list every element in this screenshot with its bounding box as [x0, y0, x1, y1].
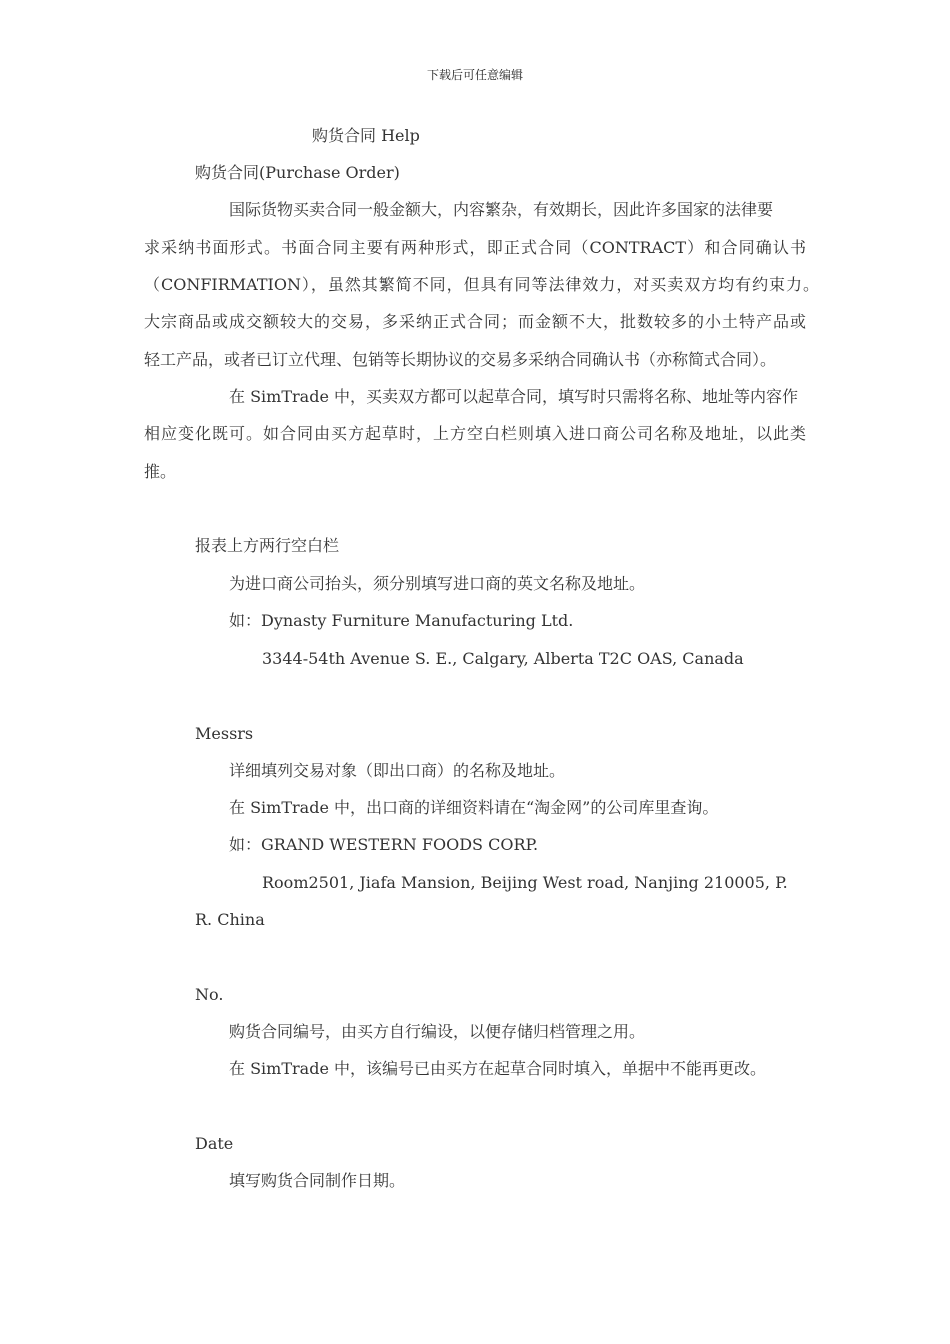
intro-para1-line3: （CONFIRMATION），虽然其繁简不同，但具有同等法律效力，对买卖双方均有约束力。 [144, 275, 819, 294]
messrs-example-address-cont: R. China [195, 910, 265, 929]
header-blank-description: 为进口商公司抬头，须分别填写进口商的英文名称及地址。 [229, 574, 646, 593]
messrs-example-address: Room2501, Jiafa Mansion, Beijing West road, Nanjing 210005, P. [262, 873, 788, 892]
no-simtrade-note: 在 SimTrade 中，该编号已由买方在起草合同时填入，单据中不能再更改。 [229, 1059, 766, 1078]
messrs-example-name: 如：GRAND WESTERN FOODS CORP. [229, 835, 539, 854]
intro-para2-line3: 推。 [144, 462, 177, 481]
document-title: 购货合同 Help [312, 126, 420, 145]
intro-para2-line2: 相应变化既可。如合同由买方起草时，上方空白栏则填入进口商公司名称及地址，以此类 [144, 424, 806, 443]
header-blank-example-name: 如：Dynasty Furniture Manufacturing Ltd. [229, 611, 574, 630]
section-title-date: Date [195, 1134, 234, 1153]
messrs-simtrade-note: 在 SimTrade 中，出口商的详细资料请在“淘金网”的公司库里查询。 [229, 798, 719, 817]
intro-para1-line1: 国际货物买卖合同一般金额大，内容繁杂，有效期长，因此许多国家的法律要 [229, 200, 774, 219]
page-header: 下载后可任意编辑 [426, 68, 523, 82]
section-title-no: No. [195, 985, 224, 1004]
intro-para2-line1: 在 SimTrade 中，买卖双方都可以起草合同，填写时只需将名称、地址等内容作 [229, 387, 798, 406]
intro-heading: 购货合同(Purchase Order) [195, 163, 400, 182]
intro-para1-line5: 轻工产品，或者已订立代理、包销等长期协议的交易多采纳合同确认书（亦称简式合同）。 [144, 350, 777, 369]
intro-para1-line2: 求采纳书面形式。书面合同主要有两种形式，即正式合同（CONTRACT）和合同确认书 [144, 238, 806, 257]
date-description: 填写购货合同制作日期。 [229, 1171, 406, 1190]
intro-para1-line4: 大宗商品或成交额较大的交易，多采纳正式合同；而金额不大，批数较多的小土特产品或 [144, 312, 806, 331]
no-description: 购货合同编号，由买方自行编设，以便存储归档管理之用。 [229, 1022, 646, 1041]
header-blank-example-address: 3344-54th Avenue S. E., Calgary, Alberta T2C OAS, Canada [262, 649, 744, 668]
messrs-description: 详细填列交易对象（即出口商）的名称及地址。 [229, 761, 566, 780]
section-title-messrs: Messrs [195, 724, 254, 743]
section-title-header-blank: 报表上方两行空白栏 [195, 536, 340, 555]
